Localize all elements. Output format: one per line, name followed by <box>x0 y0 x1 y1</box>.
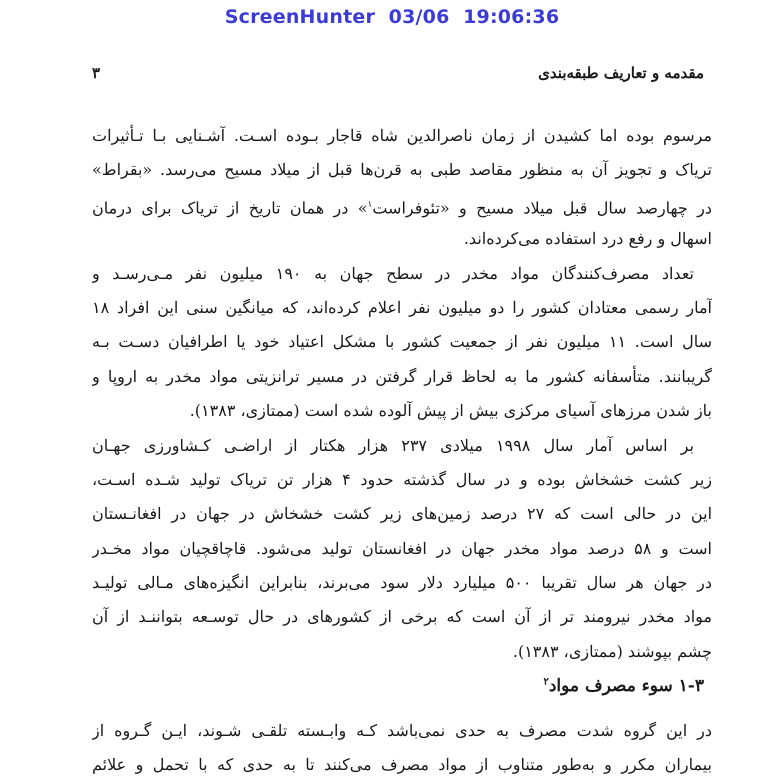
text-line: در این گروه شدت مصرف به حدی نمی‌باشد کـه وابـسته تلقـی شـوند، ایـن گـروه از <box>92 721 712 740</box>
footnote-mark: ۱ <box>367 199 373 210</box>
text-line: زیر کشت خشخاش بوده و در سال گذشته حدود ۴ هزار تن تریاک تولید شـده اسـت، <box>92 469 712 489</box>
text-line: در جهان هر سال تقریبا ۵۰۰ میلیارد دلار سود می‌برند، بنابراین انگیزه‌های مـالی تولیـد <box>92 573 712 593</box>
text-line: باز شدن مرزهای آسیای مرکزی بیش از پیش آلوده شده است (ممتازی، ۱۳۸۳). <box>189 401 712 421</box>
text-line <box>92 188 712 222</box>
text-line-start: در چهارصد سال قبل میلاد مسیح و «تئوفراست <box>372 198 712 218</box>
text-line: مرسوم بوده اما کشیدن از زمان ناصرالدین شاه قاجار بـوده اسـت. آشـنایی بـا تـأثیرات <box>92 126 712 145</box>
text-line: اسهال و رفع درد استفاده می‌کرده‌اند. <box>463 229 712 249</box>
text-line: بر اساس آمار سال ۱۹۹۸ میلادی ۲۳۷ هزار هکتار از اراضـی کـشاورزی جهـان <box>92 435 695 455</box>
text-line: چشم بپوشند (ممتازی، ۱۳۸۳). <box>512 641 712 661</box>
text-line: تعداد مصرف‌کنندگان مواد مخدر در سطح جهان به ۱۹۰ میلیون نفر مـی‌رسـد و <box>92 263 694 283</box>
text-line: بیماران مکرر و به‌طور متناوب از مواد مصرف می‌کنند تا به حدی که با تحمل و علائم <box>92 755 712 775</box>
running-head <box>92 64 704 90</box>
section-heading <box>92 676 704 696</box>
footnote-mark: ۲ <box>543 676 549 688</box>
text-line: تریاک و تجویز آن به منظور مقاصد طبی به قرن‌ها قبل از میلاد مسیح می‌رسد. «بقراط» <box>92 160 712 180</box>
text-line: است و ۵۸ درصد مواد مخدر جهان در افغانستان تولید می‌شود. قاچاقچیان مواد مخـدر <box>92 538 712 558</box>
text-line: این در حالی است که ۲۷ درصد زمین‌های زیر کشت خشخاش در جهان در افغانـستان <box>92 504 712 524</box>
text-line: مواد مخدر نیرومند تر از آن است که برخی از کشورهای در حال توسـعه بتواننـد از آن <box>92 607 712 627</box>
text-line: آمار رسمی معتادان کشور را دو میلیون نفر اعلام کرده‌اند، که میانگین سنی این افراد ۱۸ <box>92 297 712 317</box>
screenhunter-watermark: ScreenHunter 03/06 19:06:36 <box>224 6 560 28</box>
text-line: گریبانند. متأسفانه کشور ما به لحاظ قرار گرفتن در مسیر ترانزیتی مواد مخدر به اروپا و <box>92 366 712 386</box>
text-line: سال است. ۱۱ میلیون نفر از جمعیت کشور با مشکل اعتیاد خود یا اطرافیان دسـت بـه <box>92 332 712 352</box>
section-number: ۱-۳ <box>678 676 704 696</box>
section-title: سوء مصرف مواد <box>548 676 673 696</box>
section-body-text <box>92 714 712 783</box>
page-number: ۳ <box>92 64 101 82</box>
chapter-title: مقدمه و تعاریف طبقه‌بندی <box>538 64 704 82</box>
body-text <box>92 119 712 669</box>
text-line-end: » در همان تاریخ از تریاک برای درمان <box>92 198 368 218</box>
